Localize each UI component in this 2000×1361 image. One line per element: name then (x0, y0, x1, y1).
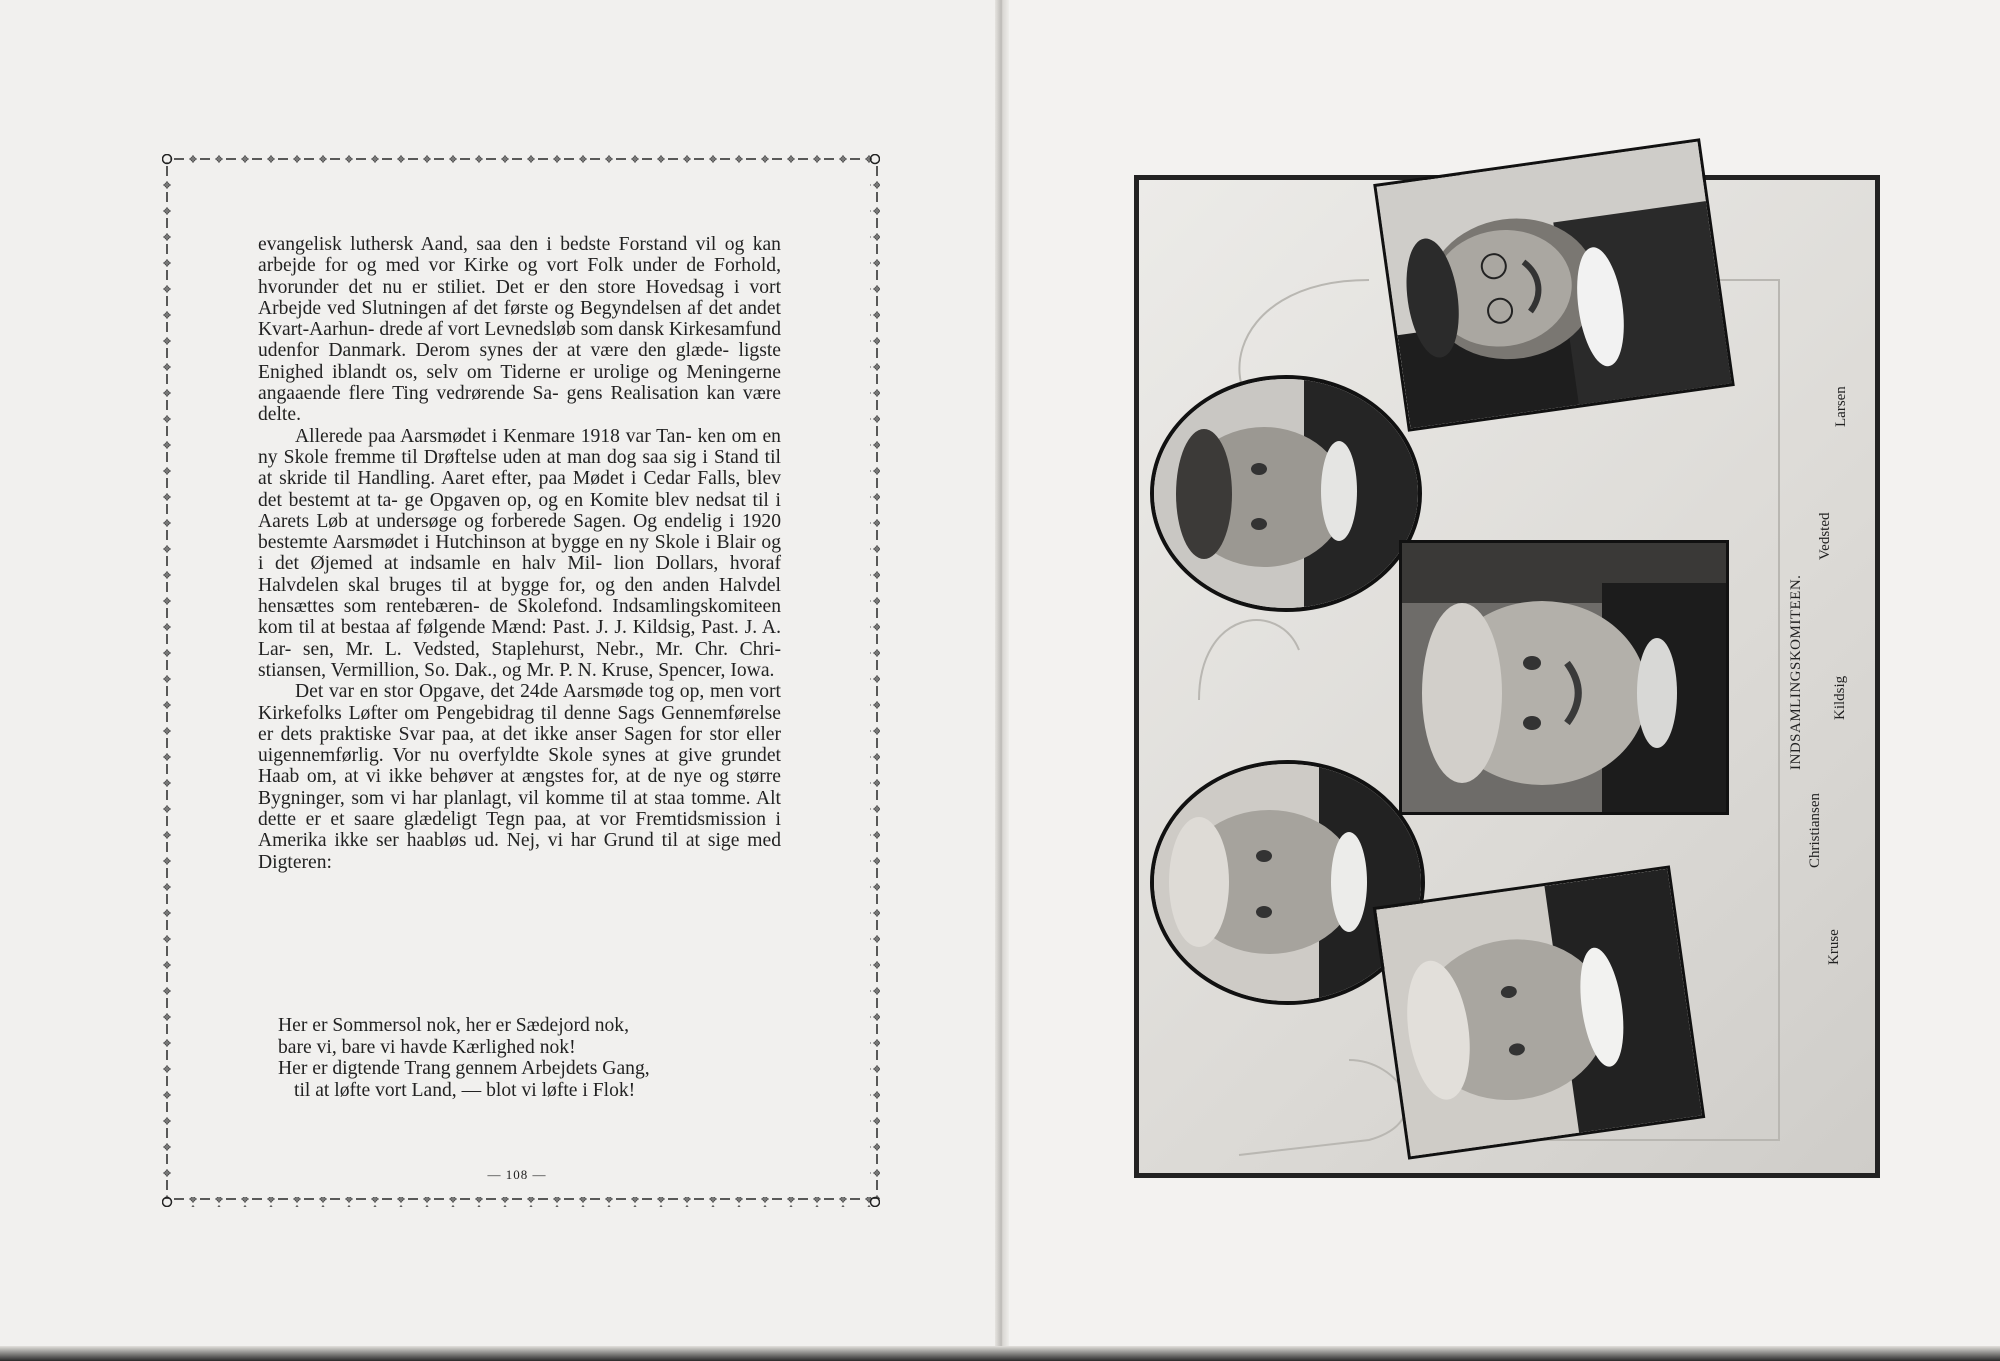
text-line: og Meningerne angaaende flere Ting vedrørende Sa- (258, 361, 781, 405)
text-line: ligste Enighed iblandt os, selv om Tiderne er urolige (258, 340, 781, 383)
caption-kildsig: Kildsig (1832, 675, 1848, 720)
caption-larsen: Larsen (1833, 386, 1849, 427)
photo-plate (1134, 175, 1880, 1178)
text-line: stiansen, Vermillion, So. Dak., og Mr. P. N. Kruse, (258, 659, 654, 681)
text-line: Allerede paa Aarsmødet i Kenmare 1918 var Tan- (295, 425, 692, 447)
text-line: ikke anser Sagen for stor eller uigennemførlig. Vor (258, 723, 781, 767)
poem-stanza (278, 1015, 778, 1101)
text-line: under de Forhold, hvorunder det nu er stiliet. Det er (258, 255, 782, 298)
poem-line: Her er Sommersol nok, her er Sædejord nok, (278, 1015, 629, 1036)
paragraph-1 (258, 234, 781, 426)
text-line: Sags Gennemførelse er dets praktiske Svar paa, at det (258, 702, 781, 745)
text-line: drede af vort Levnedsløb som dansk Kirkesamfund (379, 319, 781, 341)
plate-background (1139, 180, 1875, 1173)
text-line: Det var en stor Opgave, det 24de Aarsmøde tog op, (295, 681, 705, 703)
page-number: — 108 — (487, 1167, 547, 1182)
poem-line: Her er digtende Trang gennem Arbejdets Gang, (278, 1058, 650, 1080)
paragraph-3 (258, 681, 781, 873)
text-line: dog saa sig i Stand til at skride til Handling. Aaret (258, 446, 781, 490)
text-line: tomme. Alt dette er et saare glædeligt Tegn paa, at vor (258, 787, 781, 831)
text-line: 1920 bestemte Aarsmødet i Hutchinson at bygge en ny (258, 510, 781, 554)
portrait-larsen (1373, 138, 1735, 431)
text-line: Bygninger, som vi har planlagt, vil komme til at staa (258, 787, 685, 809)
text-line: den store Hovedsag i vort Arbejde ved Slutningen af (258, 276, 782, 319)
text-line: sen, Mr. L. Vedsted, Staplehurst, Nebr., Mr. Chr. Chri- (302, 638, 781, 660)
caption-christiansen: Christiansen (1807, 793, 1823, 868)
text-line: det første og Begyndelsen af det andet Kvart-Aarhun- (258, 297, 781, 341)
scan-edge-shadow (0, 1346, 2000, 1361)
text-line: ge Opgaven op, og en Komite blev nedsat til i Aarets (258, 489, 782, 532)
text-line: evangelisk luthersk Aand, saa den i bedste Forstand (258, 234, 688, 255)
text-line: de Skolefond. Indsamlingskomiteen kom til at bestaa (258, 596, 781, 639)
portrait-kildsig (1399, 540, 1729, 815)
body-text (258, 234, 781, 873)
portrait-kruse (1373, 865, 1706, 1159)
text-line: men vort Kirkefolks Løfter om Pengebidrag til denne (258, 681, 781, 724)
text-line: lion Dollars, hvoraf Halvdelen skal bruges til at bygge (258, 553, 781, 596)
paragraph-2 (258, 426, 781, 682)
book-gutter (995, 0, 1009, 1361)
portrait-vedsted-oval (1150, 375, 1422, 612)
text-line: ken om en ny Skole fremme til Drøftelse uden at man (258, 425, 781, 468)
text-line: Skole i Blair og i det Øjemed at indsamle en halv Mil- (258, 532, 782, 575)
text-line: udenfor Danmark. Derom synes der at være den glæde- (258, 340, 730, 362)
poem-line: til at løfte vort Land, — blot vi løfte i Flok! (294, 1079, 636, 1101)
text-line: Spencer, Iowa. (658, 659, 775, 681)
text-line: af følgende Mænd: Past. J. J. Kildsig, Past. J. A. Lar- (258, 617, 781, 660)
plate-title: INDSAMLINGSKOMITEEN. (1788, 574, 1804, 770)
text-line: for, og den anden Halvdel hensættes som rentebæren- (258, 574, 782, 618)
text-line: at vi ikke behøver at ængstes for, at de nye og større (344, 766, 781, 788)
text-line: gens Realisation kan være delte. (258, 383, 781, 426)
caption-kruse: Kruse (1826, 929, 1842, 965)
text-line: nu overfyldte Skole synes at give grundet Haab om, (258, 745, 781, 788)
caption-vedsted: Vedsted (1817, 512, 1833, 560)
text-line: Fremtidsmission i Amerika ikke ser haabløs ud. Nej, (258, 809, 782, 852)
text-line: Løb at undersøge og forberede Sagen. Og endelig i (316, 510, 735, 532)
text-line: efter, paa Mødet i Cedar Falls, blev det bestemt at ta- (258, 468, 781, 511)
text-line: vi har Grund til at sige med Digteren: (258, 830, 782, 873)
poem-line: bare vi, bare vi havde Kærlighed nok! (278, 1036, 576, 1058)
text-line: vil og kan arbejde for og med vor Kirke og vort Folk (258, 234, 781, 277)
